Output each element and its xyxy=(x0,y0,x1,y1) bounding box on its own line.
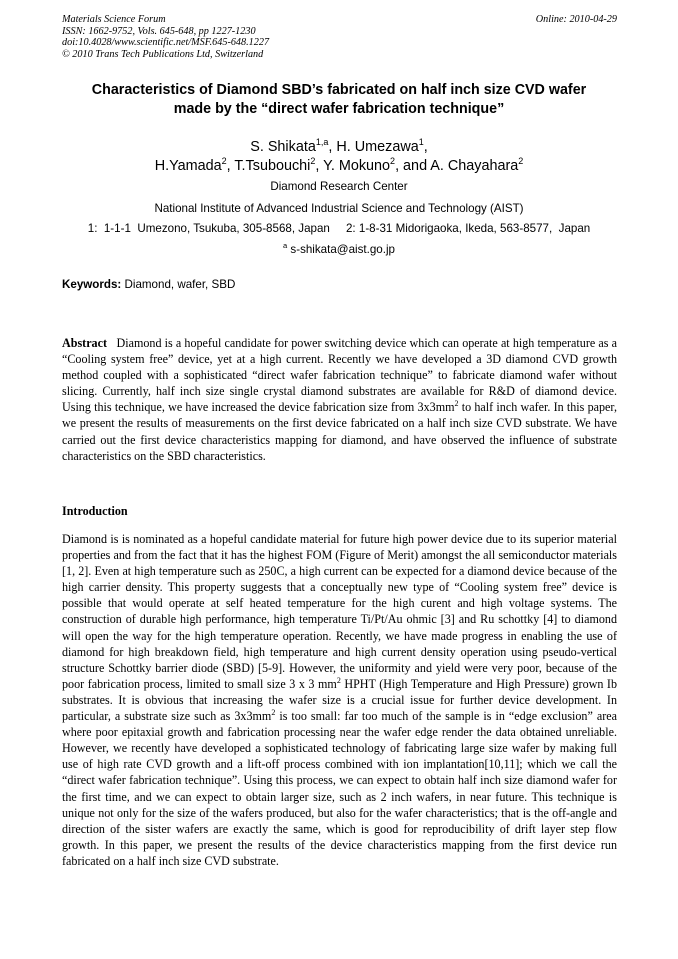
author-superscript: 2 xyxy=(518,156,524,167)
title-line-1: Characteristics of Diamond SBD’s fabricated on half inch size CVD wafer xyxy=(91,82,587,98)
title-line-2: made by the “direct wafer fabrication technique” xyxy=(173,101,505,117)
intro-superscript: 2 xyxy=(271,708,276,717)
abstract-superscript: 2 xyxy=(454,399,459,409)
intro-superscript: 2 xyxy=(336,675,341,685)
email-address: s-shikata@aist.go.jp xyxy=(287,243,395,256)
author-superscript: 2 xyxy=(310,156,316,167)
author-name: H.Yamada xyxy=(154,158,222,174)
author-name: , H. Umezawa xyxy=(328,139,419,155)
author-superscript: 1 xyxy=(418,137,424,148)
introduction-paragraph xyxy=(62,531,617,869)
email-superscript: a xyxy=(283,241,288,251)
issn-line: ISSN: 1662-9752, Vols. 645-648, pp 1227-1230 xyxy=(62,25,256,37)
author-superscript: 2 xyxy=(390,156,396,167)
journal-name: Materials Science Forum xyxy=(62,14,166,25)
affiliation-addresses: 1: 1-1-1 Umezono, Tsukuba, 305-8568, Japan 2: 1-8-31 Midorigaoka, Ikeda, 563-8577, Japan xyxy=(87,222,591,235)
copyright-line: © 2010 Trans Tech Publications Ltd, Switzerland xyxy=(62,48,264,60)
author-superscript: 2 xyxy=(221,156,227,167)
abstract-text: Diamond is a hopeful candidate for power switching device which can operate at high temperature as a “Cooling system free” device, yet at a high current. Recently we have developed a 3D diamond CVD growth method coupled with a sophisticated “direct wafer fabrication technique” to fabricate diamond wafer without slicing. Currently, half inch size single crystal diamond substrates are available for R&D of diamond device. Using this technique, we have increased the device fabrication size from 3x3mm xyxy=(62,336,621,415)
author-line-1 xyxy=(50,138,628,157)
section-heading: Introduction xyxy=(62,504,128,518)
author-name: , Y. Mokuno xyxy=(315,158,391,174)
affiliation-institute: National Institute of Advanced Industrial Science and Technology (AIST) xyxy=(154,202,524,215)
author-separator: , xyxy=(423,139,428,155)
author-name: , and A. Chayahara xyxy=(395,158,519,174)
author-name: , T.Tsubouchi xyxy=(226,158,311,174)
affiliation-center: Diamond Research Center xyxy=(270,180,408,193)
abstract xyxy=(62,335,621,464)
abstract-text: to half inch wafer. In this paper, we present the results of measurements on the first device fabricated on a half inch size CVD substrate. We have carried out the first device characteristics mapping for diamond, and have observed the influence of substrate characteristics on the SBD characteristics. xyxy=(62,400,617,463)
journal-header xyxy=(62,14,617,60)
abstract-label: Abstract xyxy=(62,336,108,350)
intro-text: is too small: far too much of the sample is in “edge exclusion” area where poor epitaxial growth and fabrication processing near the wafer edge render the data obtained unreliable. However, we recently have developed a sophisticated technology of fabricating large size wafer by making full use of high rate CVD growth and a lift-off process combined with ion implantation[10,11]; which we call the “direct wafer fabrication technique”. Using this process, we can expect to obtain half inch size diamond wafer for the first time, and we can expect to obtain larger size, such as 2 inch wafers, in near future. This technique is unique not only for the size of the wafers produced, but also for the wafer characteristics; that is the off-angle and direction of the sister wafers are exactly the same, which is good for reproducibility of drift layer step flow growth. In this paper, we present the results of the device characteristics mapping from the first device run fabricated on a half inch size CVD substrate. xyxy=(62,709,617,868)
intro-text: HPHT (High Temperature and High Pressure) grown Ib substrates. It is obvious that increasing the wafer size is a crucial issue for further device development. In particular, a substrate size such as 3x3mm xyxy=(62,676,617,724)
online-date: Online: 2010-04-29 xyxy=(535,14,617,25)
author-list xyxy=(50,138,628,176)
keywords-text: Diamond, wafer, SBD xyxy=(121,278,236,291)
paper-title xyxy=(50,81,628,119)
author-superscript: 1,a xyxy=(315,137,329,148)
keywords-label: Keywords: xyxy=(62,278,122,291)
author-name: S. Shikata xyxy=(250,139,316,155)
doi-line: doi:10.4028/www.scientific.net/MSF.645-648.1227 xyxy=(62,37,270,49)
keywords xyxy=(62,278,617,292)
author-email xyxy=(40,243,638,257)
author-line-2 xyxy=(50,157,628,176)
intro-text: Diamond is is nominated as a hopeful candidate material for future high power device due to its superior material properties and from the fact that it has the highest FOM (Figure of Merit) amongst the all semiconductor materials [1, 2]. Even at high temperature such as 250C, a high current can be expected for a diamond device because of the high carrier density. This property suggests that a conceptually new type of “Cooling system free” device is possible that would operate at self heated temperature for the high curent and high voltage systems. The construction of durable high performance, high temperature Ti/Pt/Au ohmic [3] and Ru schottky [4] to diamond will open the way for the high temperature operation. Recently, we have made progress in enabling the use of diamond for high breakdown field, high temperature and high current density operation using pseudo-vertical structure Schottky barrier diode (SBD) [5-9]. However, the uniformity and yield were very poor, because of the poor fabrication process, limited to small size 3 x 3 mm xyxy=(62,532,617,691)
